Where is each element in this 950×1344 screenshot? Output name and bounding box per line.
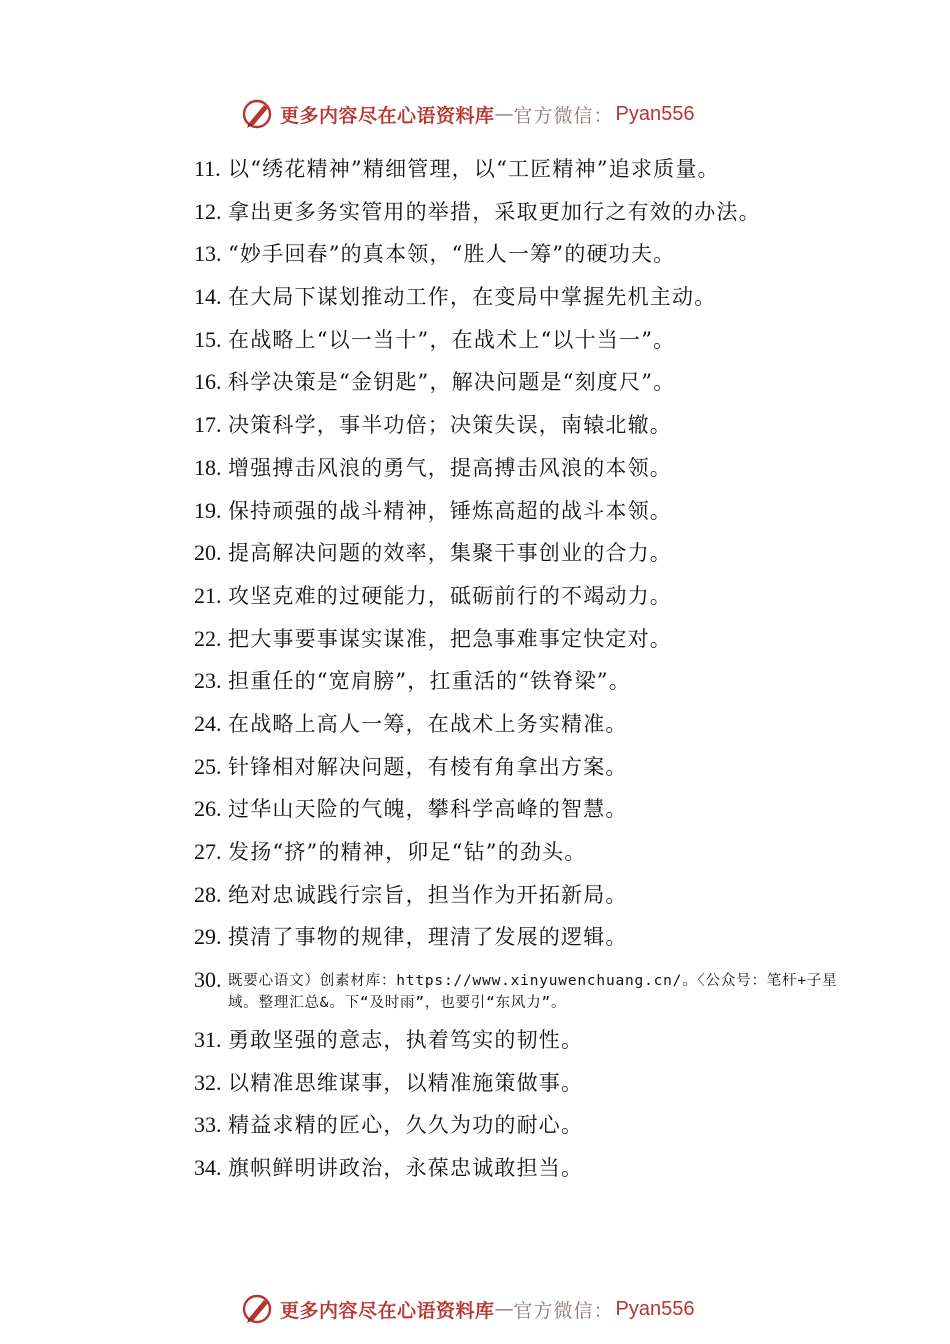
item-number: 12. (194, 198, 222, 224)
item-number: 27. (194, 839, 222, 864)
list-item (194, 490, 854, 533)
item-number: 21. (194, 582, 222, 608)
item-number: 29. (194, 924, 222, 950)
list-item (194, 532, 854, 575)
list-item (194, 831, 854, 874)
item-text: 在大局下谋划推动工作，在变局中掌握先机主动。 (228, 285, 717, 310)
list-item (194, 191, 854, 234)
item-number: 26. (194, 796, 222, 822)
item-text: 勇敢坚强的意志，执着笃实的韧性。 (228, 1028, 584, 1053)
list-item (194, 788, 854, 831)
phrase-list (194, 148, 854, 1190)
item-number: 30. (194, 967, 222, 993)
item-text: 担重任的“宽肩膀”，扛重活的“铁脊梁”。 (228, 669, 631, 694)
item-text: 以“绣花精神”精细管理，以“工匠精神”追求质量。 (228, 157, 720, 181)
list-item (194, 746, 854, 789)
list-item (194, 447, 854, 490)
wechat-label: 官方微信： (513, 1299, 614, 1322)
list-item (194, 1104, 854, 1147)
item-text: 摸清了事物的规律，理清了发展的逻辑。 (228, 925, 628, 950)
list-item (194, 618, 854, 661)
list-item (194, 319, 854, 362)
pen-circle-icon (240, 1292, 276, 1326)
item-text: 以精准思维谋事，以精准施策做事。 (228, 1070, 584, 1095)
list-item (194, 1062, 854, 1105)
item-text: 科学决策是“金钥匙”，解决问题是“刻度尺”。 (228, 370, 676, 395)
pen-circle-icon (240, 97, 276, 131)
item-number: 32. (194, 1069, 222, 1095)
item-text: 在战略上“以一当十”，在战术上“以十当一”。 (228, 327, 676, 352)
item-text: 拿出更多务实管用的举措，采取更加行之有效的办法。 (228, 199, 761, 224)
item-text: 决策科学，事半功倍；决策失误，南辕北辙。 (228, 413, 672, 438)
item-text: 保持顽强的战斗精神，锤炼高超的战斗本领。 (228, 498, 672, 523)
list-item (194, 874, 854, 917)
item-number: 19. (194, 497, 222, 523)
item-number: 17. (194, 412, 222, 438)
item-number: 23. (194, 668, 222, 694)
footer-banner (240, 1292, 695, 1326)
item-number: 28. (194, 881, 222, 907)
list-item (194, 916, 854, 959)
header-banner (240, 97, 695, 131)
list-item (194, 361, 854, 404)
brand-dash: — (494, 103, 514, 125)
brand-dash: — (494, 1298, 514, 1320)
item-text: 绝对忠诚践行宗旨，担当作为开拓新局。 (228, 882, 628, 907)
item-number: 24. (194, 710, 222, 736)
item-number: 20. (194, 540, 222, 566)
list-item (194, 660, 854, 703)
list-item (194, 959, 854, 1019)
item-number: 11. (194, 156, 221, 181)
item-number: 14. (194, 284, 222, 310)
item-text: 攻坚克难的过硬能力，砥砺前行的不竭动力。 (228, 583, 672, 608)
brand-text: 更多内容尽在心语资料库 (280, 104, 495, 127)
list-item (194, 1019, 854, 1062)
list-item (194, 703, 854, 746)
list-item (194, 233, 854, 276)
wechat-label: 官方微信： (513, 104, 614, 127)
item-text: 精益求精的匠心，久久为功的耐心。 (228, 1113, 584, 1138)
list-item (194, 276, 854, 319)
item-number: 34. (194, 1155, 222, 1181)
list-item (194, 404, 854, 447)
item-text: 旗帜鲜明讲政治，永葆忠诚敢担当。 (228, 1156, 584, 1181)
wechat-id: Pyan556 (615, 102, 695, 125)
item-number: 25. (194, 753, 222, 779)
list-item (194, 148, 854, 191)
item-number: 16. (194, 369, 222, 395)
list-item (194, 575, 854, 618)
item-number: 31. (194, 1027, 222, 1053)
item-number: 18. (194, 454, 222, 480)
item-text: 提高解决问题的效率，集聚干事创业的合力。 (228, 541, 672, 566)
item-text: 把大事要事谋实谋准，把急事难事定快定对。 (228, 626, 672, 651)
item-text-watermarked: 既要心语文）创素材库：https://www.xinyuwenchuang.cn/。〈公众号：笔杆+子星域。整理汇总&。下“及时雨”，也要引“东风力”。 (228, 973, 838, 1012)
item-text: 过华山天险的气魄，攀科学高峰的智慧。 (228, 797, 628, 822)
item-text: 增强搏击风浪的勇气，提高搏击风浪的本领。 (228, 455, 672, 480)
item-number: 13. (194, 241, 222, 267)
item-text: 针锋相对解决问题，有棱有角拿出方案。 (228, 754, 628, 779)
list-item (194, 1147, 854, 1190)
item-number: 22. (194, 625, 222, 651)
item-text: 发扬“挤”的精神，卯足“钻”的劲头。 (228, 840, 587, 864)
item-number: 33. (194, 1112, 222, 1138)
item-text: 在战略上高人一筹，在战术上务实精准。 (228, 711, 628, 736)
item-text: “妙手回春”的真本领，“胜人一筹”的硬功夫。 (228, 242, 676, 267)
wechat-id: Pyan556 (615, 1297, 695, 1320)
item-number: 15. (194, 326, 222, 352)
brand-text: 更多内容尽在心语资料库 (280, 1299, 495, 1322)
